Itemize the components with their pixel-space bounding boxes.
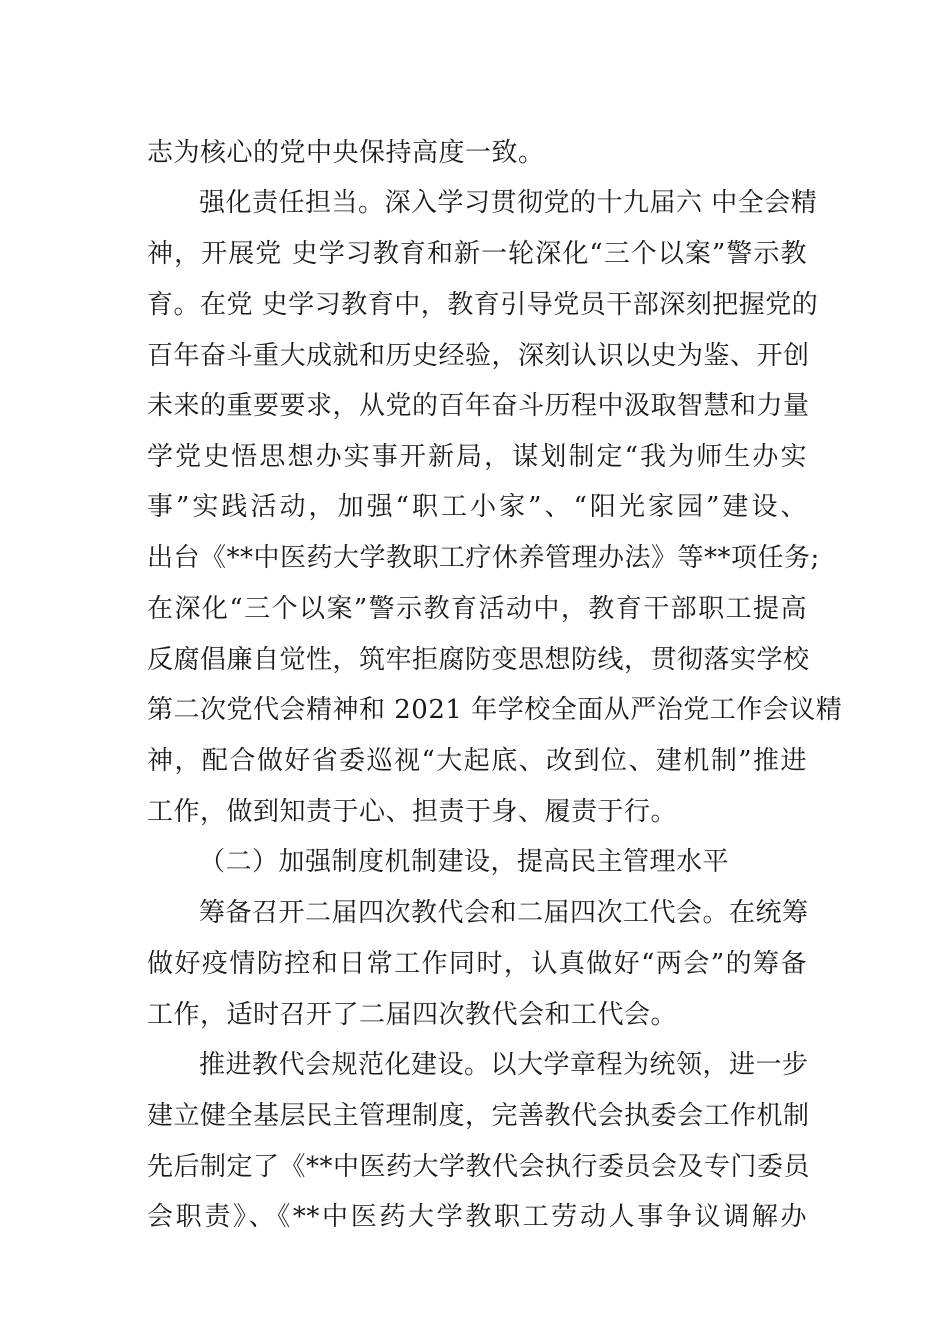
paragraph-first-line: 推进教代会规范化建设。以大学章程为统领，进一步 [199, 1050, 809, 1080]
text-line: 未来的重要要求，从党的百年奋斗历程中汲取智慧和力量 [147, 391, 810, 421]
paragraph-first-line: 强化责任担当。深入学习贯彻党的十九届六 中全会精 [199, 188, 818, 218]
text-line: 工作，适时召开了二届四次教代会和工代会。 [147, 1000, 678, 1030]
text-line: 做好疫情防控和日常工作同时，认真做好“两会”的筹备 [147, 949, 807, 979]
text-line: 学党史悟思想办实事开新局，谋划制定“我为师生办实 [147, 442, 807, 472]
text-line: 事”实践活动，加强“职工小家”、“阳光家园”建设、 [147, 492, 807, 522]
text-line: 神，配合做好省委巡视“大起底、改到位、建机制”推进 [147, 746, 807, 776]
text-line: 志为核心的党中央保持高度一致。 [147, 138, 545, 168]
text-line: 在深化“三个以案”警示教育活动中，教育干部职工提高 [147, 594, 807, 624]
text-line: 育。在党 史学习教育中，教育引导党员干部深刻把握党的 [147, 290, 819, 320]
text-line: 出台《**中医药大学教职工疗休养管理办法》等**项任务; [147, 543, 820, 573]
text-line: 反腐倡廉自觉性，筑牢拒腐防变思想防线，贯彻落实学校 [147, 645, 810, 675]
text-line: 先后制定了《**中医药大学教代会执行委员会及专门委员 [147, 1152, 811, 1182]
text-line: 神，开展党 史学习教育和新一轮深化“三个以案”警示教 [147, 239, 807, 269]
paragraph-first-line: 筹备召开二届四次教代会和二届四次工代会。在统筹 [199, 898, 809, 928]
text-line: 第二次党代会精神和 2021 年学校全面从严治党工作会议精 [147, 695, 843, 725]
text-line: 建立健全基层民主管理制度，完善教代会执委会工作机制 [147, 1101, 810, 1131]
text-line: 会职责》、《**中医药大学教职工劳动人事争议调解办 [147, 1202, 807, 1232]
text-line: 百年奋斗重大成就和历史经验，深刻认识以史为鉴、开创 [147, 341, 810, 371]
section-heading: （二）加强制度机制建设，提高民主管理水平 [199, 847, 730, 877]
text-line: 工作，做到知责于心、担责于身、履责于行。 [147, 797, 678, 827]
